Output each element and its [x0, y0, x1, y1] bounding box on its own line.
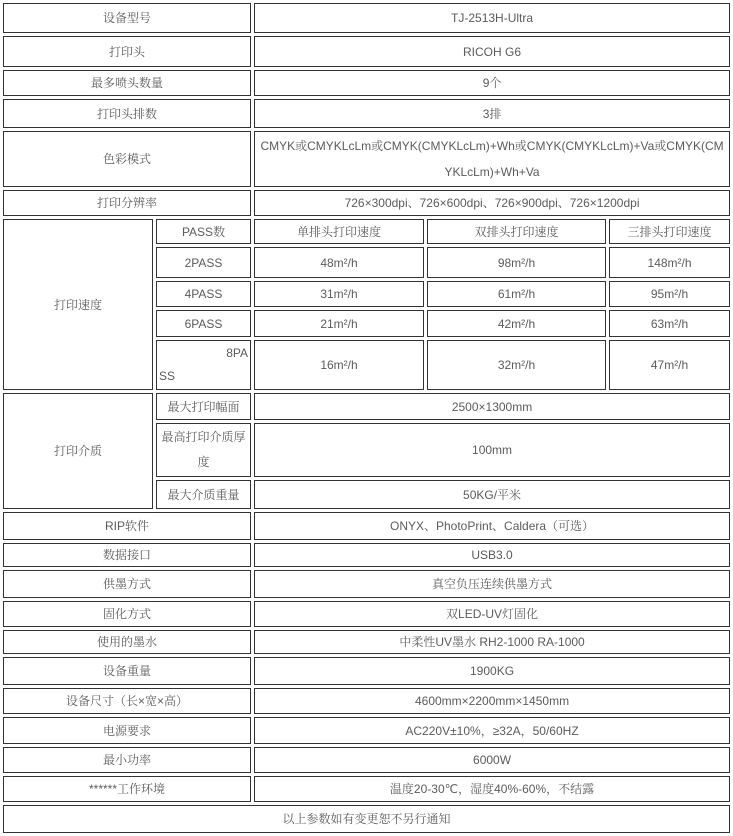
spec-label-min-power: 最小功率 — [3, 747, 251, 773]
speed-header-row — [3, 219, 730, 244]
spec-value-color-mode: CMYK或CMYKLcLm或CMYK(CMYKLcLm)+Wh或CMYK(CMYKLcLm)+Va或CMYK(CMYKLcLm)+Wh+Va — [254, 131, 730, 187]
footer-row — [3, 805, 730, 833]
media-section-label: 打印介质 — [3, 393, 153, 509]
spec-value-resolution: 726×300dpi、726×600dpi、726×900dpi、726×1200dpi — [254, 190, 730, 216]
spec-row-resolution — [3, 190, 730, 216]
speed-6pass-double: 42m²/h — [427, 310, 606, 337]
speed-8pass-label-line1: 8PA — [226, 346, 249, 360]
spec-value-printhead: RICOH G6 — [254, 36, 730, 67]
spec-row-printhead — [3, 36, 730, 67]
speed-8pass-label — [156, 340, 251, 390]
speed-2pass-double: 98m²/h — [427, 247, 606, 278]
speed-6pass-single: 21m²/h — [254, 310, 424, 337]
speed-4pass-label: 4PASS — [156, 281, 251, 307]
media-weight-value: 50KG/平米 — [254, 480, 730, 509]
spec-value-interface: USB3.0 — [254, 543, 730, 567]
speed-header-triple: 三排头打印速度 — [609, 219, 730, 244]
speed-section-label: 打印速度 — [3, 219, 153, 390]
spec-label-ink-type: 使用的墨水 — [3, 630, 251, 654]
spec-value-power-req: AC220V±10%，≥32A，50/60HZ — [254, 717, 730, 744]
spec-row-color-mode — [3, 131, 730, 187]
spec-value-max-heads: 9个 — [254, 70, 730, 96]
spec-label-printhead: 打印头 — [3, 36, 251, 67]
spec-label-curing: 固化方式 — [3, 601, 251, 627]
spec-row-ink-supply — [3, 570, 730, 598]
speed-header-double: 双排头打印速度 — [427, 219, 606, 244]
spec-value-ink-type: 中柔性UV墨水 RH2-1000 RA-1000 — [254, 630, 730, 654]
speed-6pass-label: 6PASS — [156, 310, 251, 337]
spec-row-model — [3, 3, 730, 33]
spec-row-min-power — [3, 747, 730, 773]
spec-label-power-req: 电源要求 — [3, 717, 251, 744]
spec-row-rip — [3, 512, 730, 540]
speed-8pass-double: 32m²/h — [427, 340, 606, 390]
speed-header-single: 单排头打印速度 — [254, 219, 424, 244]
footer-note: 以上参数如有变更恕不另行通知 — [3, 805, 730, 833]
spec-label-rip: RIP软件 — [3, 512, 251, 540]
spec-label-max-heads: 最多喷头数量 — [3, 70, 251, 96]
speed-8pass-label-line2: SS — [159, 369, 176, 383]
speed-2pass-single: 48m²/h — [254, 247, 424, 278]
speed-4pass-double: 61m²/h — [427, 281, 606, 307]
media-weight-label: 最大介质重量 — [156, 480, 251, 509]
spec-label-weight: 设备重量 — [3, 657, 251, 685]
spec-row-power-req — [3, 717, 730, 744]
spec-row-environment — [3, 776, 730, 802]
spec-label-model: 设备型号 — [3, 3, 251, 33]
speed-6pass-triple: 63m²/h — [609, 310, 730, 337]
speed-2pass-triple: 148m²/h — [609, 247, 730, 278]
spec-label-environment: ******工作环境 — [3, 776, 251, 802]
spec-row-dimensions — [3, 688, 730, 714]
spec-row-weight — [3, 657, 730, 685]
spec-label-resolution: 打印分辨率 — [3, 190, 251, 216]
speed-4pass-triple: 95m²/h — [609, 281, 730, 307]
spec-label-dimensions: 设备尺寸（长×宽×高） — [3, 688, 251, 714]
media-width-label: 最大打印幅面 — [156, 393, 251, 420]
spec-value-rip: ONYX、PhotoPrint、Caldera（可选） — [254, 512, 730, 540]
speed-8pass-single: 16m²/h — [254, 340, 424, 390]
spec-row-head-rows — [3, 99, 730, 128]
media-thickness-label: 最高打印介质厚度 — [156, 423, 251, 477]
spec-label-ink-supply: 供墨方式 — [3, 570, 251, 598]
spec-row-interface — [3, 543, 730, 567]
spec-value-weight: 1900KG — [254, 657, 730, 685]
spec-value-ink-supply: 真空负压连续供墨方式 — [254, 570, 730, 598]
media-row-width — [3, 393, 730, 420]
media-width-value: 2500×1300mm — [254, 393, 730, 420]
speed-8pass-triple: 47m²/h — [609, 340, 730, 390]
spec-value-dimensions: 4600mm×2200mm×1450mm — [254, 688, 730, 714]
spec-value-model: TJ-2513H-Ultra — [254, 3, 730, 33]
spec-value-environment: 温度20-30℃，湿度40%-60%，不结露 — [254, 776, 730, 802]
speed-2pass-label: 2PASS — [156, 247, 251, 278]
spec-label-interface: 数据接口 — [3, 543, 251, 567]
media-thickness-value: 100mm — [254, 423, 730, 477]
spec-label-color-mode: 色彩模式 — [3, 131, 251, 187]
speed-header-pass: PASS数 — [156, 219, 251, 244]
speed-4pass-single: 31m²/h — [254, 281, 424, 307]
spec-value-head-rows: 3排 — [254, 99, 730, 128]
spec-label-head-rows: 打印头排数 — [3, 99, 251, 128]
spec-row-max-heads — [3, 70, 730, 96]
spec-row-ink-type — [3, 630, 730, 654]
spec-value-curing: 双LED-UV灯固化 — [254, 601, 730, 627]
spec-value-min-power: 6000W — [254, 747, 730, 773]
spec-row-curing — [3, 601, 730, 627]
